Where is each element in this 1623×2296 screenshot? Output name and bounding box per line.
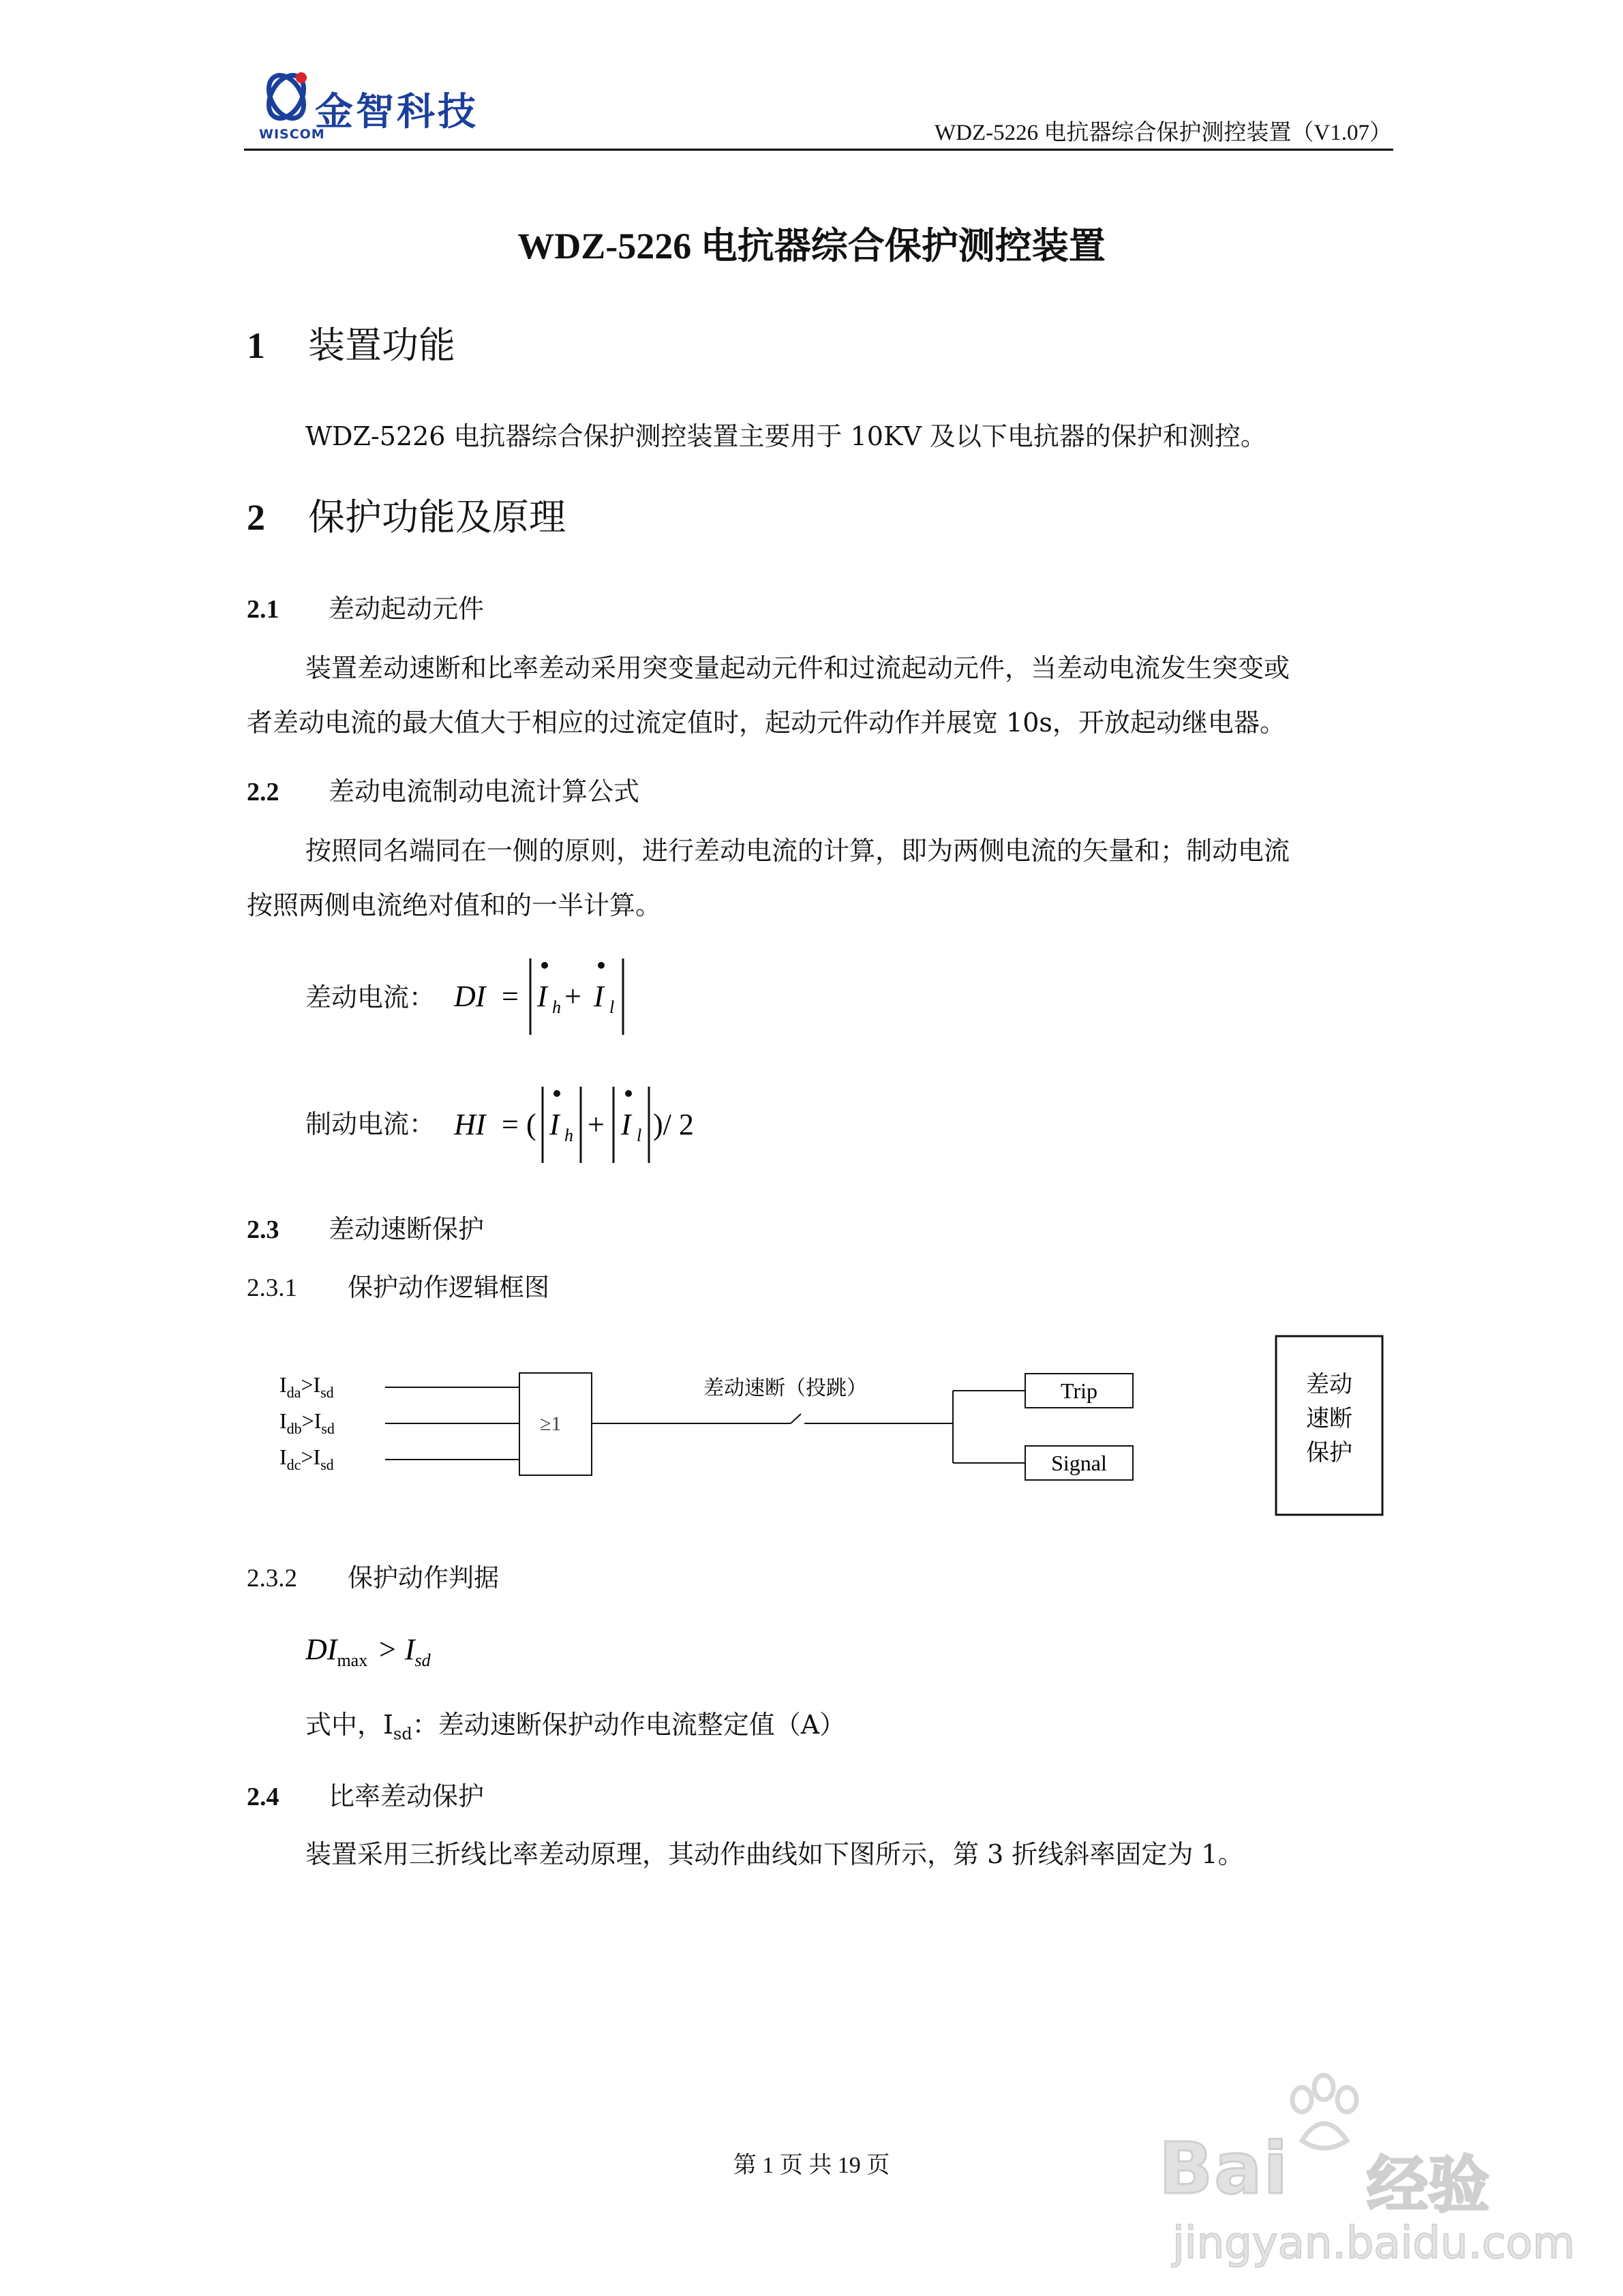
diff-sub-h: h [552,997,561,1017]
diff-sub-l: l [609,997,615,1017]
logic-diagram [259,1329,1391,1534]
svg-text:Ida>Isd: $I_{da}>I_{sd}$ [279,1372,334,1401]
brake-dot-h [553,1090,560,1097]
section-2-4-number: 2.4 [247,1783,279,1811]
section-2-3-heading [247,1208,484,1245]
section-2-title: 保护功能及原理 [308,496,566,539]
document-title: WDZ-5226 电抗器综合保护测控装置 [517,226,1106,267]
criterion-sub-max: max [337,1650,368,1670]
section-2-1-number: 2.1 [247,595,279,624]
section-1-paragraph: WDZ-5226 电抗器综合保护测控装置主要用于 10KV 及以下电抗器的保护和测控。 [305,421,1266,451]
brake-Il: I [621,1108,631,1141]
section-2-4-paragraph: 装置采用三折线比率差动原理，其动作曲线如下图所示，第 3 折线斜率固定为 1。 [305,1839,1244,1869]
section-2-3-2-heading [247,1557,499,1594]
section-2-number: 2 [247,497,265,538]
criterion-formula [305,1625,510,1680]
header-divider [244,149,1393,151]
brake-tail: )/ 2 [653,1108,694,1141]
diff-current-label: 差动电流： [305,982,436,1012]
section-2-3-title: 差动速断保护 [329,1214,485,1244]
section-2-3-number: 2.3 [247,1215,279,1244]
watermark-brand-cn: 经验 [1367,2149,1489,2221]
logic-signal-label: Signal [1051,1451,1107,1475]
logic-or-gate-label: ≥1 [540,1413,562,1435]
section-2-2-line-2: 按照两侧电流绝对值和的一半计算。 [247,890,662,920]
section-2-3-1-heading [247,1267,549,1303]
criterion-note-sub: sd [393,1724,412,1744]
diff-dot-h [541,962,548,969]
logic-switch-blade [791,1414,801,1423]
page-footer: 第 1 页 共 19 页 [733,2153,890,2178]
header-doc-ref: WDZ-5226 电抗器综合保护测控装置（V1.07） [935,121,1392,145]
section-2-1-title: 差动起动元件 [329,594,485,624]
section-2-3-2-title: 保护动作判据 [348,1563,499,1592]
section-2-4-title: 比率差动保护 [329,1781,485,1811]
company-logo-name: 金智科技 [315,90,479,134]
section-2-1-line-1: 装置差动速断和比率差动采用突变量起动元件和过流起动元件，当差动电流发生突变或 [305,653,1290,683]
logic-switch-label: 差动速断（投跳） [703,1377,867,1400]
logic-input-c [279,1445,334,1473]
company-logo-icon [259,68,314,130]
diff-plus: + [564,980,581,1013]
brake-sub-h: h [564,1126,573,1145]
logic-side-line-1: 差动 [1306,1372,1352,1398]
section-2-4-heading [247,1775,484,1813]
section-2-1-heading [247,588,484,625]
section-2-3-1-number: 2.3.1 [247,1274,297,1302]
brake-eq: = [502,1108,519,1141]
section-2-2-number: 2.2 [247,778,279,806]
diff-lhs: DI [454,980,486,1013]
logic-trip-label: Trip [1061,1378,1097,1403]
diff-current-formula [450,954,654,1043]
section-2-3-1-title: 保护动作逻辑框图 [348,1273,549,1302]
criterion-note-prefix: 式中，I [305,1710,394,1740]
brake-sub-l: l [637,1126,642,1145]
section-2-2-title: 差动电流制动电流计算公式 [329,776,640,806]
brake-plus: + [588,1108,605,1141]
svg-text:Idc>Isd: $I_{dc}>I_{sd}$ [279,1445,334,1473]
criterion-sub-sd: sd [414,1650,431,1670]
brake-Ih: I [549,1108,560,1141]
section-2-1-line-2: 者差动电流的最大值大于相应的过流定值时，起动元件动作并展宽 10s，开放起动继电器。 [247,708,1286,738]
section-2-3-2-number: 2.3.2 [247,1565,297,1592]
section-2-2-heading [247,770,639,808]
brake-lparen: ( [526,1108,536,1141]
brake-current-label: 制动电流： [305,1109,436,1139]
brake-dot-l [625,1090,632,1097]
diff-eq: = [502,980,519,1013]
logic-side-line-3: 保护 [1306,1440,1352,1466]
criterion-note-rest: ：差动速断保护动作电流整定值（A） [412,1710,846,1740]
watermark-brand: Bai [1159,2127,1290,2210]
logic-input-b [279,1408,335,1437]
logic-side-line-2: 速断 [1306,1406,1352,1432]
company-logo-sub: WISCOM [259,127,325,142]
criterion-op: > I [377,1633,415,1666]
section-1-number: 1 [247,325,265,366]
diff-Ih: I [537,980,547,1013]
section-1-heading [247,316,455,369]
criterion-note [305,1697,845,1762]
logic-input-a [279,1372,334,1401]
section-2-heading [247,488,566,541]
brake-current-formula [450,1083,723,1171]
svg-text:Idb>Isd: $I_{db}>I_{sd}$ [279,1408,335,1437]
diff-dot-l [598,962,605,969]
criterion-lhs: DI [305,1633,337,1666]
watermark-url: jingyan.baidu.com [1172,2218,1575,2269]
diff-Il: I [594,980,604,1013]
baidu-watermark [1159,2072,1595,2291]
brake-lhs: HI [454,1108,486,1141]
section-2-2-line-1: 按照同名端同在一侧的原则，进行差动电流的计算，即为两侧电流的矢量和；制动电流 [305,836,1290,866]
section-1-title: 装置功能 [308,324,455,367]
paw-icon [1281,2072,1370,2161]
svg-text:DImax> Isd [305,1633,431,1670]
